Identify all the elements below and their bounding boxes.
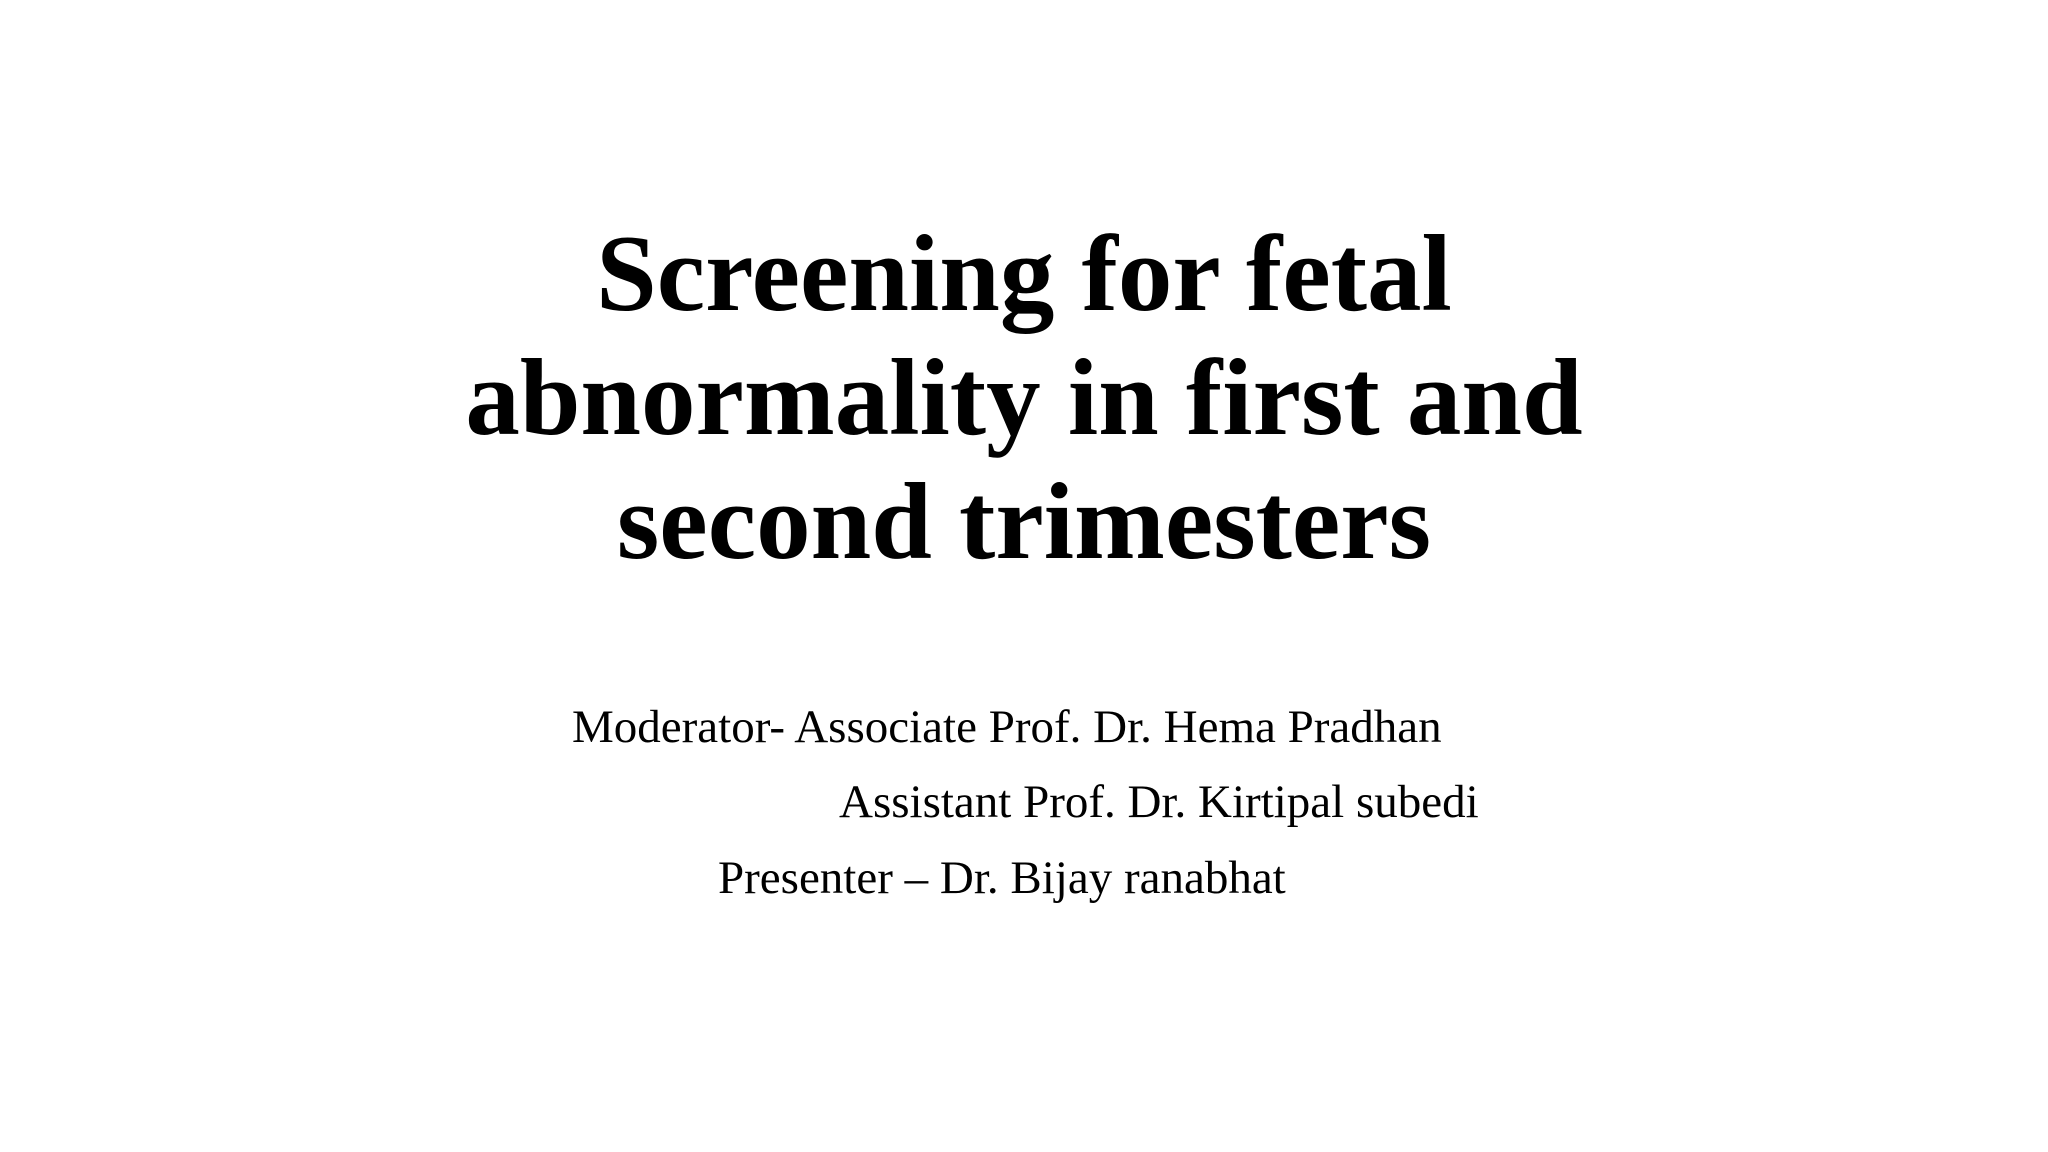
title-line-1: Screening for fetal	[596, 213, 1452, 334]
moderator-line: Moderator- Associate Prof. Dr. Hema Pradhan	[572, 701, 1442, 753]
slide-title	[324, 212, 1724, 584]
presenter-line: Presenter – Dr. Bijay ranabhat	[718, 852, 1286, 904]
title-line-2: abnormality in first and	[465, 337, 1583, 458]
moderator-line-2: Assistant Prof. Dr. Kirtipal subedi	[839, 776, 1479, 828]
title-line-3: second trimesters	[616, 461, 1432, 582]
